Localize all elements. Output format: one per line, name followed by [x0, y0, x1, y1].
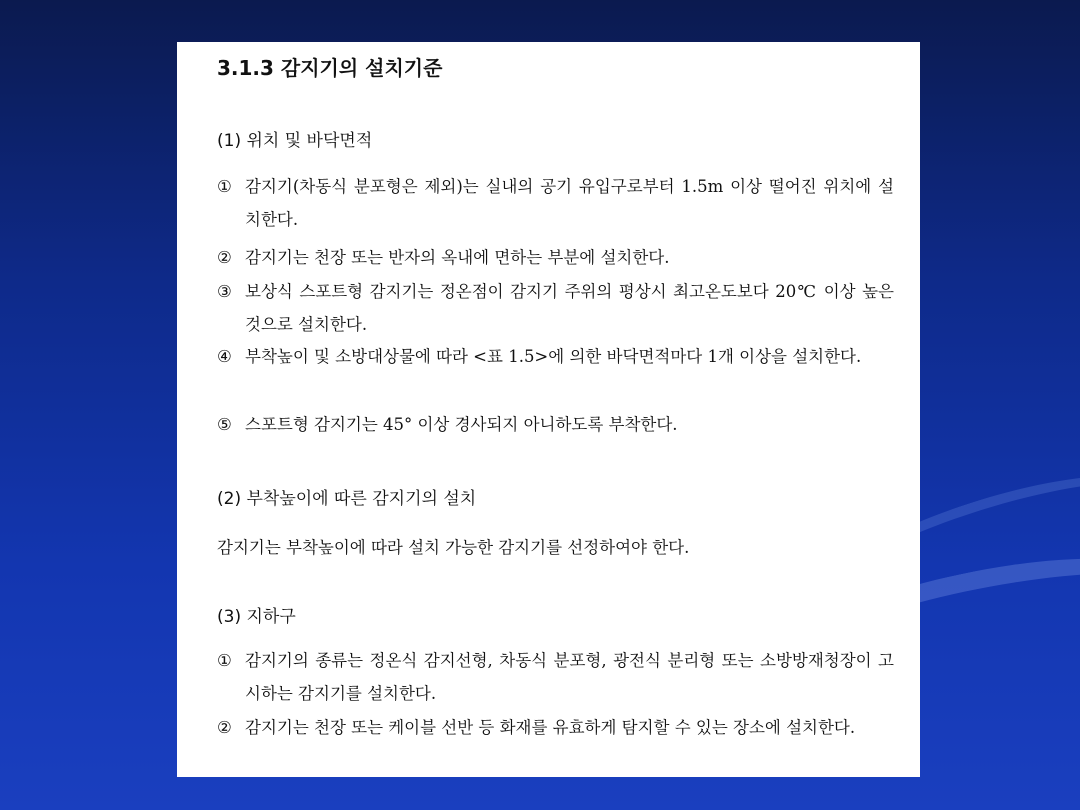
- list-item: [217, 275, 894, 341]
- item-text: 보상식 스포트형 감지기는 정온점이 감지기 주위의 평상시 최고온도보다 20℃ 이상 높은 것으로 설치한다.: [245, 282, 894, 334]
- list-item: [217, 241, 894, 274]
- item-text: 감지기는 천장 또는 케이블 선반 등 화재를 유효하게 탐지할 수 있는 장소에 설치한다.: [245, 718, 856, 737]
- list-item: [217, 408, 894, 441]
- list-item: [217, 644, 894, 710]
- item-text: 감지기는 천장 또는 반자의 옥내에 면하는 부분에 설치한다.: [245, 248, 670, 267]
- item-number: ②: [217, 718, 232, 737]
- item-number: ⑤: [217, 415, 232, 434]
- list-item: [217, 170, 894, 236]
- item-number: ①: [217, 177, 232, 196]
- item-text: 부착높이 및 소방대상물에 따라 <표 1.5>에 의한 바닥면적마다 1개 이상을 설치한다.: [245, 347, 862, 366]
- item-number: ②: [217, 248, 232, 267]
- section-body-text: 감지기는 부착높이에 따라 설치 가능한 감지기를 선정하여야 한다.: [217, 538, 690, 557]
- list-item: [217, 711, 894, 744]
- section-heading-mounting-height: (2) 부착높이에 따른 감지기의 설치: [217, 489, 477, 509]
- item-text: 스포트형 감지기는 45° 이상 경사되지 아니하도록 부착한다.: [245, 415, 678, 434]
- item-text: 감지기의 종류는 정온식 감지선형, 차동식 분포형, 광전식 분리형 또는 소방방재청장이 고시하는 감지기를 설치한다.: [245, 651, 894, 703]
- item-number: ①: [217, 651, 232, 670]
- section-heading-underground: (3) 지하구: [217, 607, 296, 627]
- document-title: 3.1.3 감지기의 설치기준: [217, 56, 443, 80]
- list-item: [217, 340, 894, 373]
- item-text: 감지기(차동식 분포형은 제외)는 실내의 공기 유입구로부터 1.5m 이상 떨어진 위치에 설치한다.: [245, 177, 894, 229]
- item-number: ③: [217, 282, 232, 301]
- item-number: ④: [217, 347, 232, 366]
- document-page: [177, 42, 920, 777]
- section-heading-location: (1) 위치 및 바닥면적: [217, 131, 373, 151]
